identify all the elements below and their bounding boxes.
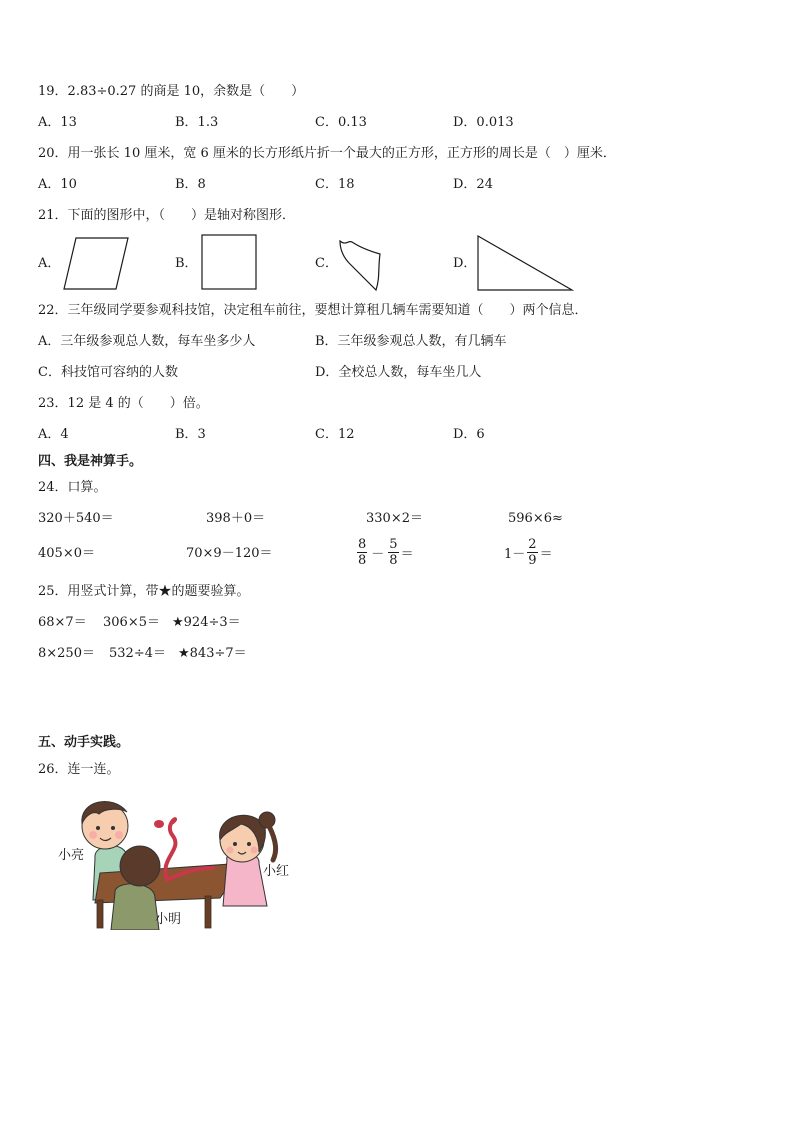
q19-option-b[interactable]: B．1.3 bbox=[175, 115, 219, 130]
q25-stem: 25．用竖式计算，带★的题要验算。 bbox=[38, 584, 250, 599]
right-triangle-icon bbox=[476, 234, 576, 292]
minus-sign: － bbox=[371, 547, 385, 562]
leading-term: 1－ bbox=[504, 547, 526, 562]
girl-xiaohong-figure bbox=[220, 812, 276, 906]
equals-sign: ＝ bbox=[400, 547, 414, 562]
q21-stem: 21．下面的图形中，（ ）是轴对称图形． bbox=[38, 208, 296, 223]
q25-item-5: 532÷4＝ bbox=[109, 646, 166, 661]
section5-title: 五、动手实践。 bbox=[38, 735, 130, 750]
q23-stem: 23．12 是 4 的（ ）倍。 bbox=[38, 396, 209, 411]
q24-item-5: 405×0＝ bbox=[38, 546, 95, 561]
q19-option-d[interactable]: D．0.013 bbox=[453, 115, 514, 130]
q23-option-c[interactable]: C．12 bbox=[315, 427, 355, 442]
fraction-denominator: 8 bbox=[389, 553, 398, 568]
fraction-denominator: 8 bbox=[358, 553, 367, 568]
q24-fraction-expression-2 bbox=[504, 537, 553, 568]
q24-item-2: 398＋0＝ bbox=[206, 511, 266, 526]
q20-option-c[interactable]: C．18 bbox=[315, 177, 355, 192]
q24-item-1: 320＋540＝ bbox=[38, 511, 114, 526]
children-table-illustration bbox=[55, 788, 305, 930]
q19-option-c[interactable]: C．0.13 bbox=[315, 115, 367, 130]
q20-option-b[interactable]: B．8 bbox=[175, 177, 206, 192]
q26-stem: 26．连一连。 bbox=[38, 762, 120, 777]
q21-option-c[interactable]: C． bbox=[315, 256, 338, 271]
name-label-xiaoliang[interactable]: 小亮 bbox=[58, 848, 85, 863]
fraction-denominator: 9 bbox=[528, 553, 537, 568]
name-label-xiaoming[interactable]: 小明 bbox=[155, 912, 182, 927]
q24-stem: 24．口算。 bbox=[38, 480, 107, 495]
q22-option-a[interactable]: A．三年级参观总人数，每车坐多少人 bbox=[38, 334, 256, 349]
parallelogram-icon bbox=[62, 237, 132, 291]
q24-fraction-expression-1 bbox=[355, 537, 414, 568]
q23-option-b[interactable]: B．3 bbox=[175, 427, 206, 442]
q21-option-d[interactable]: D． bbox=[453, 256, 477, 271]
q23-option-d[interactable]: D．6 bbox=[453, 427, 485, 442]
q25-item-4: 8×250＝ bbox=[38, 646, 95, 661]
q20-stem: 20．用一张长 10 厘米，宽 6 厘米的长方形纸片折一个最大的正方形，正方形的周长是（ ）厘米． bbox=[38, 146, 616, 161]
q22-stem: 22．三年级同学要参观科技馆，决定租车前往，要想计算租几辆车需要知道（ ）两个信息． bbox=[38, 303, 588, 318]
fraction-numerator: 5 bbox=[389, 537, 398, 552]
q20-option-a[interactable]: A．10 bbox=[38, 177, 77, 192]
q24-item-3: 330×2＝ bbox=[366, 511, 423, 526]
q22-option-d[interactable]: D．全校总人数，每车坐几人 bbox=[315, 365, 482, 380]
q23-option-a[interactable]: A．4 bbox=[38, 427, 69, 442]
q24-item-6: 70×9－120＝ bbox=[186, 546, 273, 561]
q22-option-b[interactable]: B．三年级参观总人数，有几辆车 bbox=[315, 334, 507, 349]
q20-option-d[interactable]: D．24 bbox=[453, 177, 493, 192]
name-label-xiaohong[interactable]: 小红 bbox=[263, 864, 290, 879]
q25-item-2: 306×5＝ bbox=[103, 615, 160, 630]
irregular-shape-icon bbox=[336, 236, 386, 292]
q24-item-4: 596×6≈ bbox=[508, 511, 563, 526]
q19-stem: 19．2.83÷0.27 的商是 10，余数是（ ） bbox=[38, 84, 305, 99]
q22-option-c[interactable]: C．科技馆可容纳的人数 bbox=[38, 365, 178, 380]
q21-option-b[interactable]: B． bbox=[175, 256, 198, 271]
q21-option-a[interactable]: A． bbox=[38, 256, 61, 271]
q19-option-a[interactable]: A．13 bbox=[38, 115, 77, 130]
square-icon bbox=[201, 234, 259, 292]
fraction-numerator: 8 bbox=[358, 537, 367, 552]
q25-item-1: 68×7＝ bbox=[38, 615, 87, 630]
fraction-numerator: 2 bbox=[528, 537, 537, 552]
q25-item-6: ★843÷7＝ bbox=[178, 646, 247, 661]
q25-item-3: ★924÷3＝ bbox=[172, 615, 241, 630]
equals-sign: ＝ bbox=[539, 547, 553, 562]
section4-title: 四、我是神算手。 bbox=[38, 454, 143, 469]
